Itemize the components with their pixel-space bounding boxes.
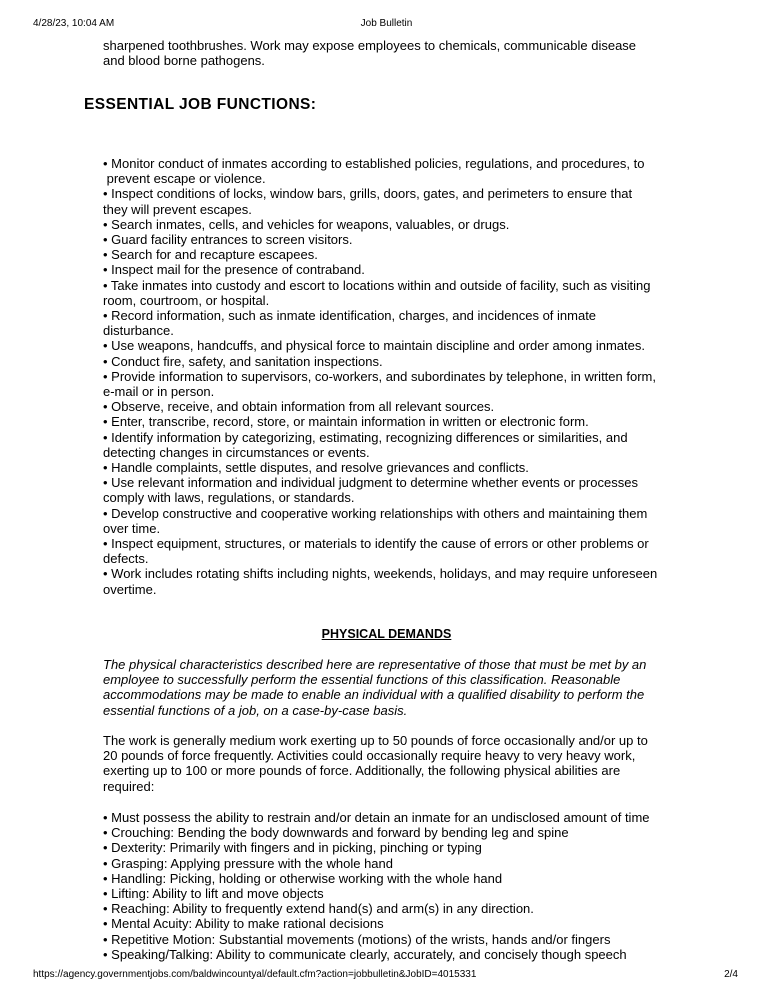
list-line: • Enter, transcribe, record, store, or maintain information in written or electronic form. bbox=[103, 414, 589, 430]
physical-demands-disclaimer bbox=[103, 657, 673, 718]
list-item: • Dexterity: Primarily with fingers and in picking, pinching or typing bbox=[103, 840, 482, 856]
intro-line: sharpened toothbrushes. Work may expose employees to chemicals, communicable disease bbox=[103, 38, 637, 53]
list-line: • Develop constructive and cooperative working relationships with others and maintaining them bbox=[103, 505, 648, 521]
physical-demands-body bbox=[103, 733, 678, 794]
print-page-title: Job Bulletin bbox=[360, 18, 413, 29]
list-line: over time. bbox=[103, 520, 161, 536]
list-item: • Grasping: Applying pressure with the whole hand bbox=[103, 855, 393, 871]
list-line: detecting changes in circumstances or events. bbox=[103, 444, 370, 460]
list-line: • Monitor conduct of inmates according to established policies, regulations, and procedures, to bbox=[103, 156, 645, 171]
list-line: comply with laws, regulations, or standards. bbox=[103, 490, 355, 506]
essential-functions-list bbox=[103, 156, 678, 597]
intro-paragraph bbox=[103, 38, 678, 68]
body-line: The work is generally medium work exerting up to 50 pounds of force occasionally and/or up to bbox=[103, 733, 648, 748]
list-line: • Inspect equipment, structures, or materials to identify the cause of errors or other problems or bbox=[103, 536, 649, 552]
list-line: • Conduct fire, safety, and sanitation inspections. bbox=[103, 353, 383, 369]
list-item: • Handling: Picking, holding or otherwise working with the whole hand bbox=[103, 870, 503, 886]
disclaimer-line: accommodations may be made to enable an individual with a qualified disability to perform the bbox=[103, 687, 645, 703]
print-page-number: 2/4 bbox=[724, 969, 738, 980]
disclaimer-line: essential functions of a job, on a case-by-case basis. bbox=[103, 702, 408, 718]
body-line: exerting up to 100 or more pounds of force. Additionally, the following physical abilities are bbox=[103, 763, 621, 779]
body-line: 20 pounds of force frequently. Activities could occasionally require heavy to very heavy work, bbox=[103, 748, 636, 764]
body-line: required: bbox=[103, 778, 155, 794]
disclaimer-line: employee to successfully perform the essential functions of this classification. Reasonable bbox=[103, 672, 621, 688]
list-line: defects. bbox=[103, 551, 149, 567]
list-line: • Handle complaints, settle disputes, and resolve grievances and conflicts. bbox=[103, 460, 529, 476]
list-item: • Reaching: Ability to frequently extend hand(s) and arm(s) in any direction. bbox=[103, 901, 534, 917]
physical-abilities-list bbox=[103, 810, 678, 962]
list-line: • Work includes rotating shifts including nights, weekends, holidays, and may require unforeseen bbox=[103, 566, 658, 582]
list-line: • Inspect conditions of locks, window bars, grills, doors, gates, and perimeters to ensure that bbox=[103, 186, 633, 202]
list-line: • Use relevant information and individual judgment to determine whether events or processes bbox=[103, 475, 638, 491]
print-datetime: 4/28/23, 10:04 AM bbox=[33, 18, 115, 29]
essential-functions-heading: ESSENTIAL JOB FUNCTIONS: bbox=[84, 96, 317, 113]
intro-line: and blood borne pathogens. bbox=[103, 53, 265, 69]
list-line: • Guard facility entrances to screen visitors. bbox=[103, 232, 353, 248]
list-line: • Provide information to supervisors, co-workers, and subordinates by telephone, in written form, bbox=[103, 368, 656, 384]
list-line: • Take inmates into custody and escort to locations within and outside of facility, such as visiting bbox=[103, 277, 651, 293]
list-line: • Inspect mail for the presence of contraband. bbox=[103, 262, 365, 278]
physical-demands-heading: PHYSICAL DEMANDS bbox=[321, 627, 452, 641]
list-line: disturbance. bbox=[103, 323, 174, 339]
list-item: • Mental Acuity: Ability to make rational decisions bbox=[103, 916, 384, 932]
list-line: • Use weapons, handcuffs, and physical force to maintain discipline and order among inmates. bbox=[103, 338, 645, 354]
list-item: • Lifting: Ability to lift and move objects bbox=[103, 886, 324, 902]
list-line: • Identify information by categorizing, estimating, recognizing differences or similarities, and bbox=[103, 429, 628, 445]
list-line: • Search for and recapture escapees. bbox=[103, 247, 318, 263]
list-line: • Observe, receive, and obtain information from all relevant sources. bbox=[103, 399, 495, 415]
disclaimer-line: The physical characteristics described here are representative of those that must be met by an bbox=[103, 657, 647, 672]
list-line: room, courtroom, or hospital. bbox=[103, 292, 270, 308]
list-line: overtime. bbox=[103, 581, 157, 597]
list-item: • Repetitive Motion: Substantial movements (motions) of the wrists, hands and/or fingers bbox=[103, 931, 611, 947]
list-item: • Speaking/Talking: Ability to communicate clearly, accurately, and concisely though speech bbox=[103, 946, 627, 962]
print-url: https://agency.governmentjobs.com/baldwincountyal/default.cfm?action=jobbulletin&JobID=4015331 bbox=[33, 969, 477, 980]
list-line: e-mail or in person. bbox=[103, 384, 215, 400]
list-line: • Search inmates, cells, and vehicles for weapons, valuables, or drugs. bbox=[103, 216, 510, 232]
list-item: • Crouching: Bending the body downwards and forward by bending leg and spine bbox=[103, 825, 569, 841]
list-line: • Record information, such as inmate identification, charges, and incidences of inmate bbox=[103, 308, 597, 324]
list-line: they will prevent escapes. bbox=[103, 201, 252, 217]
list-item: • Must possess the ability to restrain and/or detain an inmate for an undisclosed amount of time bbox=[103, 810, 650, 825]
list-line: prevent escape or violence. bbox=[103, 171, 266, 187]
